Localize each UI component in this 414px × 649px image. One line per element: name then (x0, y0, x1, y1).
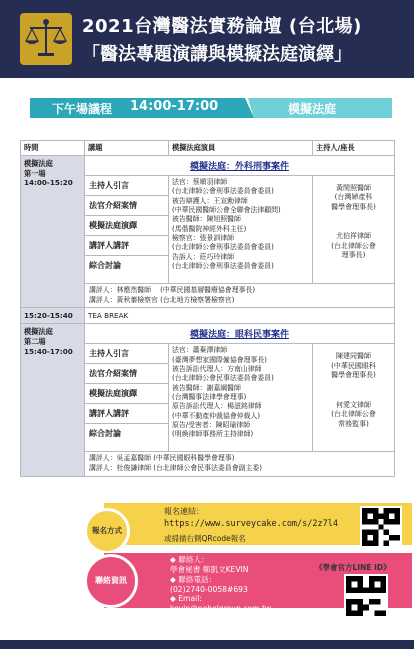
session1-item: 法官介紹案情 (85, 196, 169, 216)
session2-item: 法官介紹案情 (85, 364, 169, 384)
contact-email[interactable]: kevin@nobelgroup.com.tw (170, 604, 272, 614)
registration-qrcode-icon[interactable] (360, 506, 402, 548)
registration-label: 報名連結： (164, 507, 204, 516)
session1-item: 綜合討論 (85, 256, 169, 284)
contact-info: ◆ 聯絡人： 學會秘書 鄭凱文KEVIN ◆ 聯絡電話： (02)2740-0058#693 ◆ Email: kevin@nobelgroup.com.tw (170, 555, 272, 614)
session2-commentators: 講評人：吳孟嘉醫師 (中華民國眼科醫學會理事) 講評人：杜俊謙律師 (台北律師公會民事法委員會副主委) (85, 452, 395, 476)
title-line-1: 2021台灣醫法實務論壇 (台北場) (82, 16, 362, 37)
registration-link[interactable]: https://www.surveycake.com/s/2z7l4 (164, 519, 338, 529)
session2-time-cell: 模擬法庭 第二場 15:40-17:00 (21, 324, 85, 476)
banner-topic: 模擬法庭 (288, 102, 337, 116)
session2-item: 講評人講評 (85, 404, 169, 424)
session1-title-row (21, 156, 395, 176)
header-cast: 模擬法庭演員 (169, 141, 313, 156)
footer-bar (0, 640, 414, 649)
session1-time-cell: 模擬法庭 第一場 14:00-15:20 (21, 156, 85, 308)
title-line-2: 「醫法專題演講與模擬法庭演繹」 (82, 44, 352, 65)
session1-commentators: 講評人：林應然醫師 (中華民國基層醫療協會理事長) 講評人：黃秋蓁檢察官 (台北地方檢察署檢察官) (85, 284, 395, 308)
session2-title: 模擬法庭：眼科民事案件 (85, 324, 395, 344)
session1-title: 模擬法庭：外科刑事案件 (85, 156, 395, 176)
session1-item: 講評人講評 (85, 236, 169, 256)
session2-item: 模擬法庭演繹 (85, 384, 169, 404)
session1-cast: 法官：蔡順羽律師 (台北律師公會刑事法委員會委員) 被告辯護人：王宣勳律師 (中華民國醫師公會全聯會法律顧問) 被告醫師：陳旭照醫師 (馬偕醫院神經外科主任) 檢察官：張景訓律師 (台北律師公會刑事法委員會委員) 告訴人：莊巧玲律師 (台北律師公會刑事法委員會委員) (169, 176, 313, 284)
session1-item: 模擬法庭演繹 (85, 216, 169, 236)
session1-item: 主持人引言 (85, 176, 169, 196)
header (0, 0, 414, 78)
tea-time: 15:20-15:40 (21, 308, 85, 324)
table-header-row (21, 141, 395, 156)
session2-item: 綜合討論 (85, 424, 169, 452)
registration-badge: 報名方式 (84, 508, 130, 554)
header-time: 時間 (21, 141, 85, 156)
scales-of-justice-icon (20, 13, 72, 65)
banner-label: 下午場議程 (52, 102, 113, 116)
contact-badge: 聯絡資訊 (84, 554, 138, 608)
registration-qr-hint: 或掃描右側QRcode報名 (164, 534, 246, 543)
agenda-table (20, 140, 395, 477)
agenda-banner (30, 98, 392, 118)
header-topic: 講題 (85, 141, 169, 156)
session2-cast: 法官：蕭棄澤律師 (臺灣夢想家國際僱協會理事長) 被告訴訟代理人：方南山律師 (台北律師公會民事法委員會委員) 被告醫師：謝嘉綱醫師 (台灣醫事法律學會理事) 原告訴訟代理人：楊滋銘律師 (中華不動產仲裁協會仲裁人) 原告/受害者：陳昭瑜律師 (明煥律師事務所主持律師) (169, 344, 313, 452)
tea-break-row (21, 308, 395, 324)
banner-time: 14:00-17:00 (130, 99, 219, 114)
session2-item: 主持人引言 (85, 344, 169, 364)
tea-label: TEA BREAK (85, 308, 395, 324)
line-qrcode-icon[interactable] (344, 574, 388, 618)
session2-chairs: 陳建同醫師 (中華民國眼科 醫學會理事長) 何愛文律師 (台北律師公會 常務監事) (313, 344, 395, 452)
header-chair: 主持人/座長 (313, 141, 395, 156)
session2-title-row (21, 324, 395, 344)
line-id-label: 《學會官方LINE ID》 (315, 563, 391, 572)
session1-chairs: 黃閔照醫師 (台灣婦產科 醫學會理事長) 尤伯祥律師 (台北律師公會 理事長) (313, 176, 395, 284)
